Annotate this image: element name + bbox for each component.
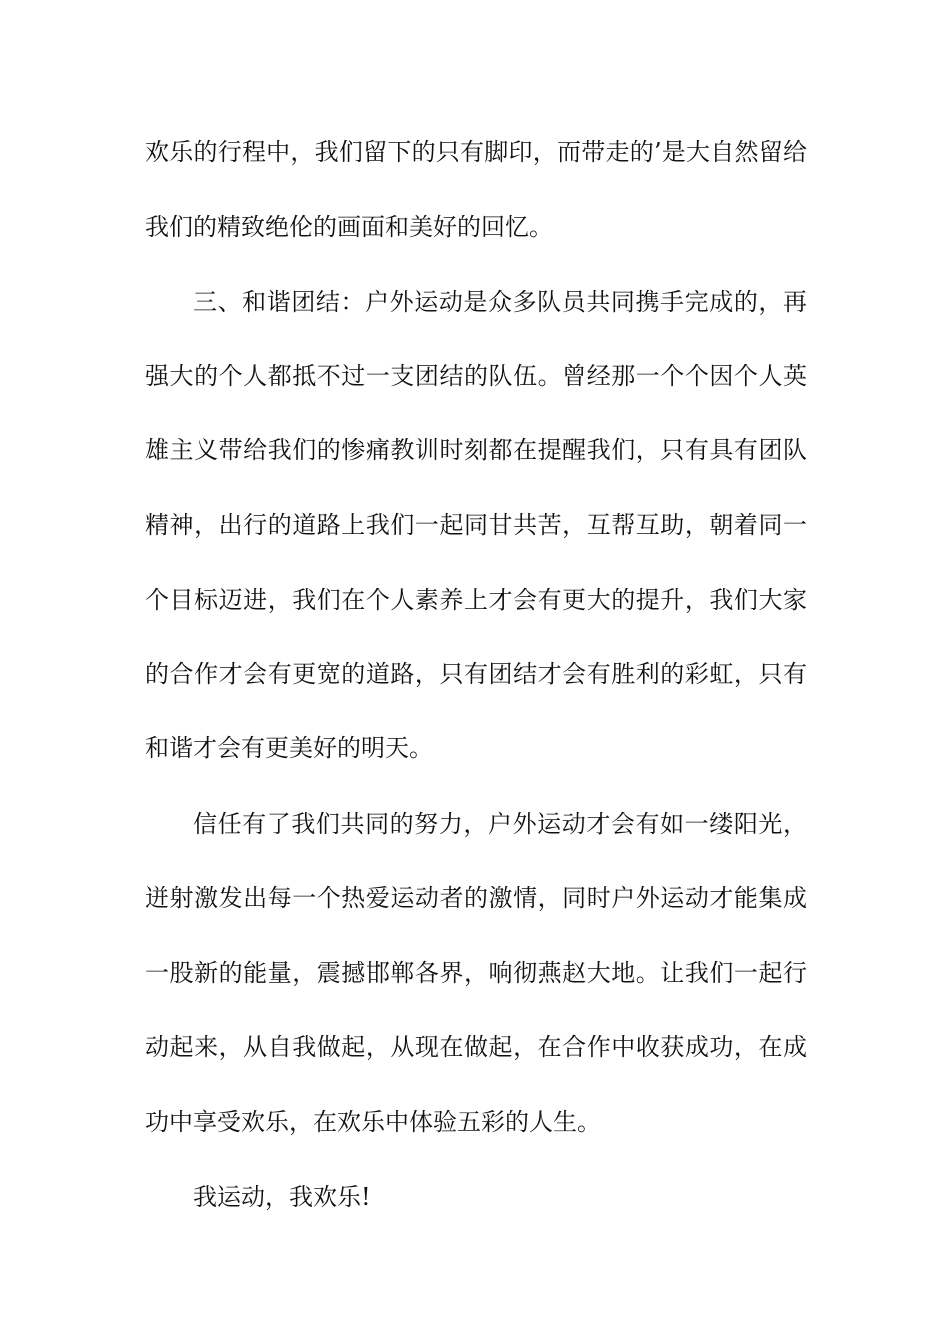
paragraph-line: 强大的个人都抵不过一支团结的队伍。曾经那一个个因个人英 xyxy=(145,362,807,390)
paragraph-line: 和谐才会有更美好的明天。 xyxy=(145,734,433,762)
paragraph-line: 的合作才会有更宽的道路，只有团结才会有胜利的彩虹，只有 xyxy=(145,660,807,688)
paragraph-line: 信任有了我们共同的努力，户外运动才会有如一缕阳光， xyxy=(193,810,807,838)
paragraph-line: 精神，出行的道路上我们一起同甘共苦，互帮互助，朝着同一 xyxy=(145,511,807,539)
paragraph-line: 三、和谐团结：户外运动是众多队员共同携手完成的，再 xyxy=(193,288,807,316)
paragraph-line: 迸射激发出每一个热爱运动者的激情，同时户外运动才能集成 xyxy=(145,884,807,912)
paragraph-line: 动起来，从自我做起，从现在做起，在合作中收获成功，在成 xyxy=(145,1033,807,1061)
paragraph-line: 雄主义带给我们的惨痛教训时刻都在提醒我们，只有具有团队 xyxy=(145,436,807,464)
paragraph-line: 功中享受欢乐，在欢乐中体验五彩的人生。 xyxy=(145,1108,601,1136)
paragraph-line: 个目标迈进，我们在个人素养上才会有更大的提升，我们大家 xyxy=(145,586,807,614)
paragraph-line: 我们的精致绝伦的画面和美好的回忆。 xyxy=(145,213,553,241)
paragraph-line: 一股新的能量，震撼邯郸各界，响彻燕赵大地。让我们一起行 xyxy=(145,959,807,987)
paragraph-line: 欢乐的行程中，我们留下的只有脚印，而带走的’是大自然留给 xyxy=(145,138,807,166)
paragraph-line: 我运动，我欢乐! xyxy=(193,1183,371,1211)
